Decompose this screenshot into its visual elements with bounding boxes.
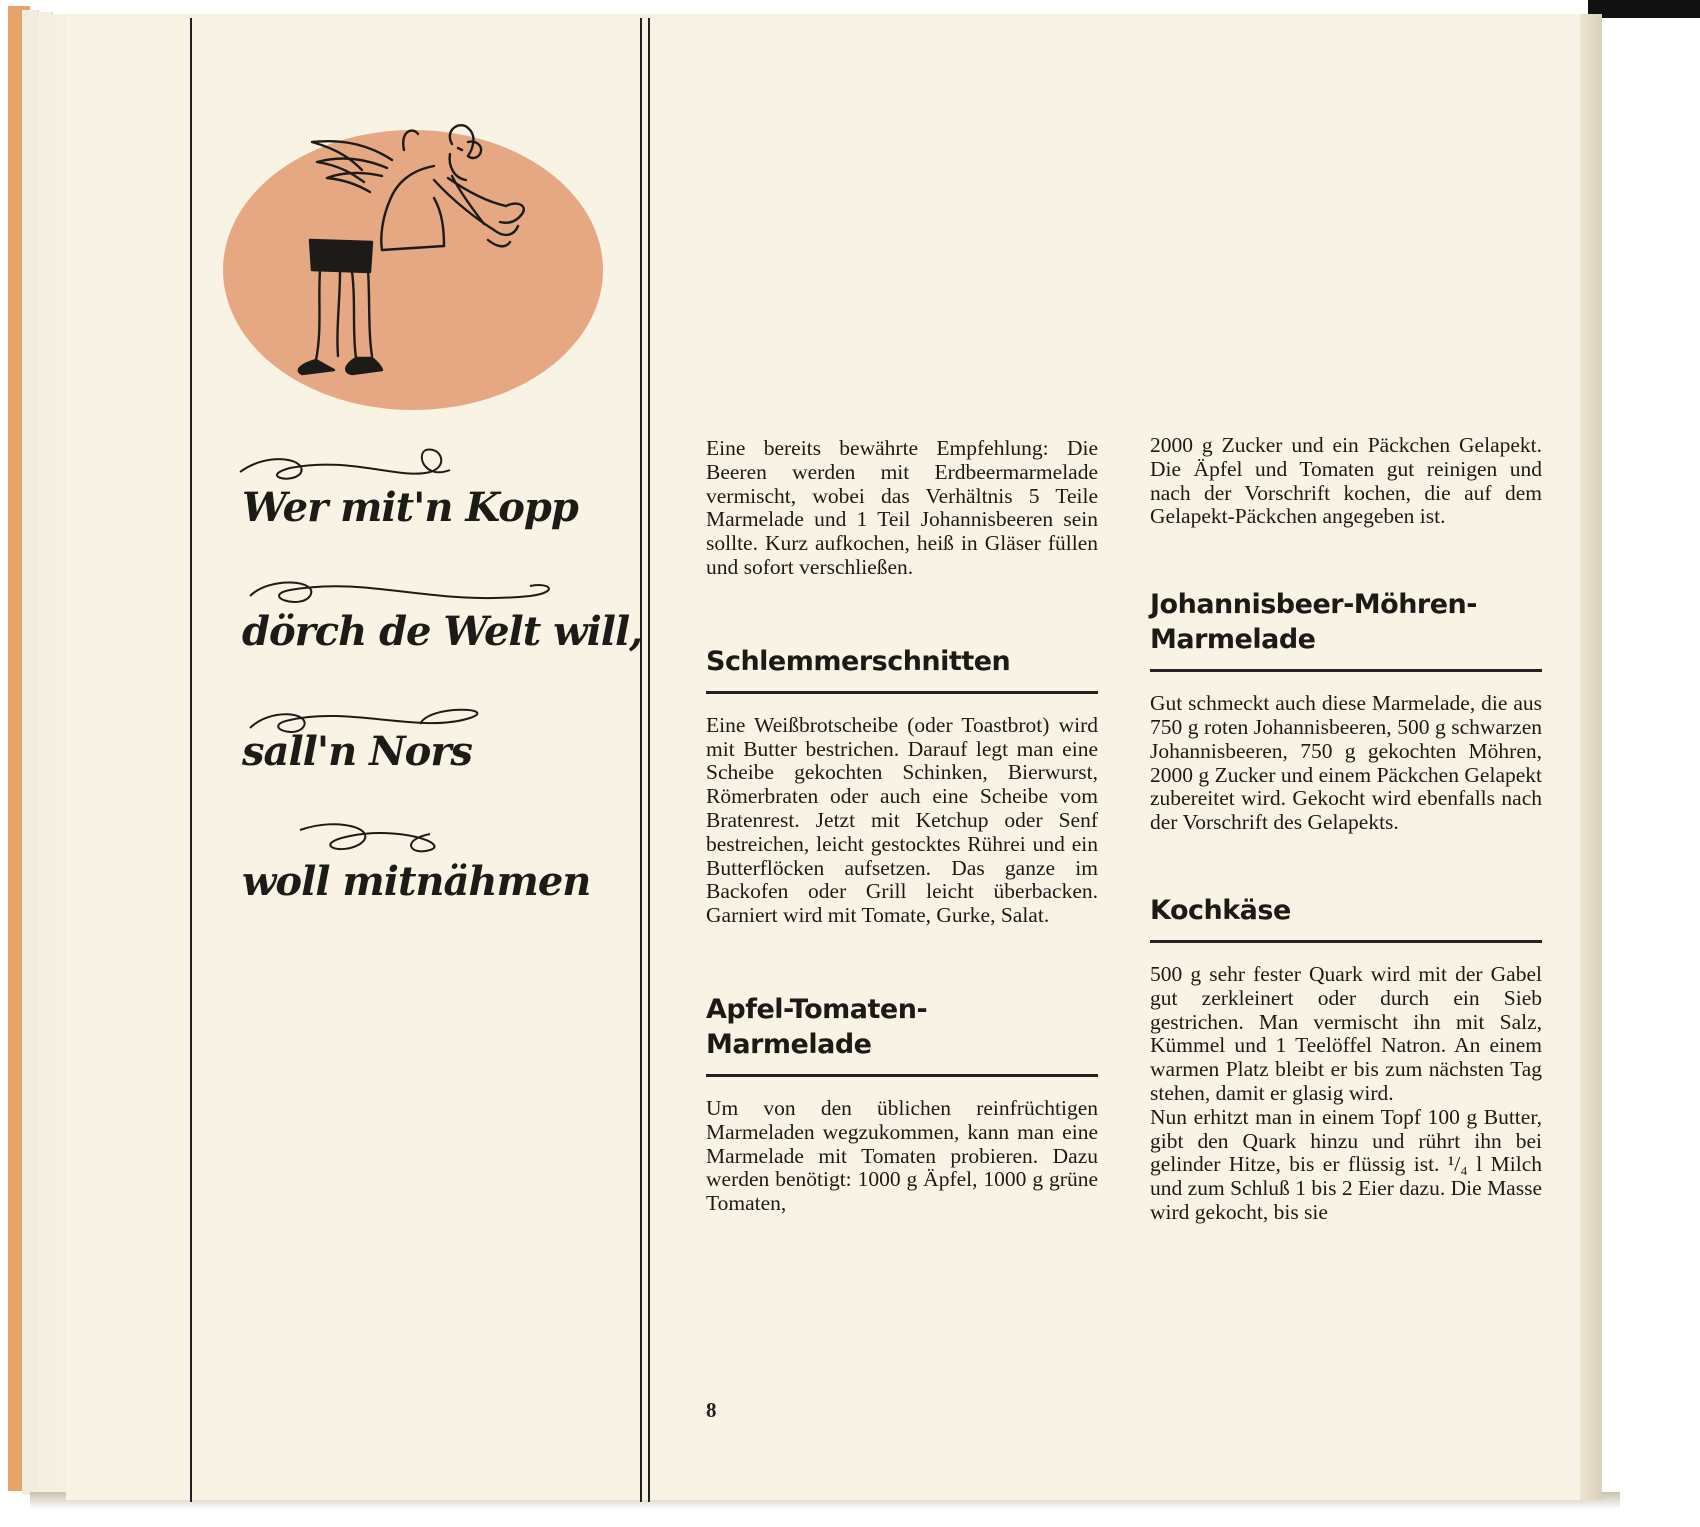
johannis-paragraph: Gut schmeckt auch diese Marmelade, die aus 750 g roten Johannisbeeren, 500 g schwarzen Johannisbeeren, 750 g gekochten Möhren, 2000 g Zucker und einem Päckchen Gelapekt zubereitet wird. Gekocht wird ebenfalls nach der Vorschrift des Gelapekts.	[1150, 691, 1542, 835]
heading-schlemmerschnitten: Schlemmerschnitten	[706, 645, 1011, 677]
column-divider	[640, 18, 642, 1502]
heading-kochkaese: Kochkäse	[1150, 894, 1291, 926]
intro-paragraph: Eine bereits bewährte Empfehlung: Die Beeren werden mit Erdbeermarmelade vermischt, wobei das Verhältnis 5 Teile Marmelade und 1 Teil Johannisbeeren sein sollte. Kurz aufkochen, heiß in Gläser füllen und sofort verschließen.	[706, 436, 1098, 579]
heading-johannisbeer-1: Johannisbeer-Möhren-	[1150, 589, 1477, 621]
saying-line-4: woll mitnähmen	[242, 858, 591, 905]
scan-border	[1588, 0, 1700, 18]
heading-johannisbeer-2: Marmelade	[1150, 624, 1316, 656]
text-column-2	[1150, 434, 1542, 1225]
text-column-1	[706, 437, 1098, 1216]
heading-apfel-tomaten-1: Apfel-Tomaten-	[706, 993, 928, 1025]
saying-line-1: Wer mit'n Kopp	[242, 484, 578, 531]
saying-line-2: dörch de Welt will,	[242, 608, 643, 655]
page-edge	[52, 14, 67, 1501]
heading-apfel-tomaten-2: Marmelade	[706, 1028, 872, 1060]
dialect-saying	[230, 440, 643, 960]
page-edge	[38, 12, 53, 1497]
page-number: 8	[706, 1398, 717, 1422]
book-spine	[1580, 14, 1602, 1500]
apfel-paragraph: Um von den üblichen reinfrüchtigen Marmeladen wegzukommen, kann man eine Marmelade mit Tomaten probieren. Dazu werden benötigt: 1000 g Äpfel, 1000 g grüne Tomaten,	[706, 1095, 1098, 1216]
page-edge	[22, 10, 39, 1495]
column-divider	[648, 18, 650, 1502]
apfel-continued-paragraph: 2000 g Zucker und ein Päckchen Gelapekt. Die Äpfel und Tomaten gut reinigen und nach der Vorschrift kochen, die auf dem Gelapekt-Päckchen angegeben ist.	[1150, 433, 1542, 529]
kochkaese-paragraph-1: 500 g sehr fester Quark wird mit der Gabel gut zerkleinert oder durch ein Sieb gestrichen. Man vermischt ihn mit Salz, Kümmel und 1 Teelöffel Natron. An einem warmen Platz bleibt er bis zum nächsten Tag stehen, damit er glasig wird.	[1150, 961, 1542, 1105]
kochkaese-paragraph-2: Nun erhitzt man in einem Topf 100 g Butter, gibt den Quark hinzu und rührt ihn bei gelinder Hitze, bis er flüssig ist. ¹/₄ l Milch und zum Schluß 1 bis 2 Eier dazu. Die Masse wird gekocht, bis sie	[1150, 1104, 1542, 1224]
saying-line-3: sall'n Nors	[242, 728, 472, 775]
column-divider	[190, 18, 192, 1502]
winged-man-illustration	[222, 120, 604, 416]
schlemmer-paragraph: Eine Weißbrotscheibe (oder Toastbrot) wird mit Butter bestrichen. Darauf legt man eine Scheibe gekochten Schinken, Bierwurst, Römerbraten oder auch eine Scheibe vom Bratenrest. Jetzt mit Ketchup oder Senf bestreichen, leicht gestocktes Rührei und ein Butterflöcken aufsetzen. Das ganze im Backofen oder Grill leicht überbacken. Garniert wird mit Tomate, Gurke, Salat.	[706, 712, 1098, 928]
